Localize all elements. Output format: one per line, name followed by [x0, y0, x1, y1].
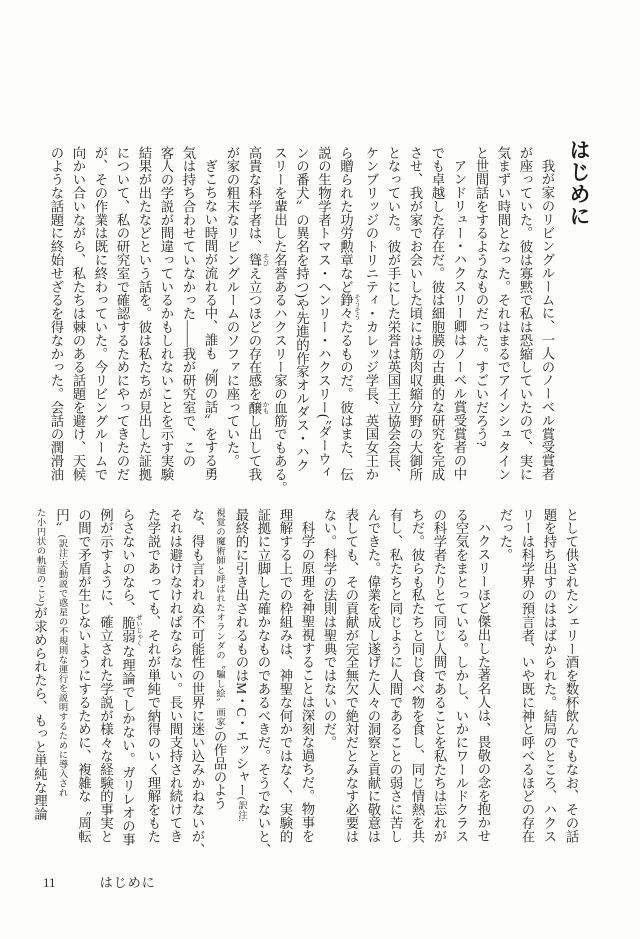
text-run: た学説であっても、それが単純で納得のいく理解をもた — [146, 508, 161, 843]
text-run: 円〟 — [54, 508, 70, 535]
text-line — [230, 508, 252, 864]
translator-note: (訳注:天動説で惑星の不規則な運行を説明するために導入され — [56, 534, 67, 798]
text-line — [117, 508, 143, 864]
text-run: それは避けなければならない。長い間支持され続けてき — [168, 508, 183, 843]
text-line — [252, 508, 274, 864]
text-run: な、得も言われぬ不可能性の世界に迷い込みかねないが、 — [190, 508, 205, 857]
text-line — [448, 146, 470, 502]
text-run: アンドリュー・ハクスリー卿はノーベル賞受賞者の中 — [452, 159, 467, 481]
text-run: として供されたシェリー酒を数杯飲んでもなお、その話 — [564, 508, 579, 843]
text-run: 客人の学説が間違っているかもしれないことを示す実験 — [159, 146, 174, 481]
text-line — [296, 508, 318, 864]
text-line — [45, 146, 67, 502]
text-line — [362, 508, 384, 864]
text-run: し出して我 — [247, 414, 262, 482]
text-run: 説の生物学者トマス・ヘンリー・ハクスリー(〝ダーウィ — [316, 146, 332, 479]
text-run: となっていた。彼が手にした栄誉は英国王立協会会長、 — [386, 146, 401, 481]
text-line — [95, 508, 117, 864]
page-footer — [43, 872, 156, 891]
text-line — [318, 508, 340, 864]
text-line — [89, 146, 111, 502]
text-run: 題を持ち出すのははばかられた。結局のところ、ハクス — [542, 508, 557, 843]
text-line — [335, 146, 361, 502]
ruby-annotated-word: 脆弱 ぜいじゃく — [120, 613, 142, 647]
text-run: 気まずい時間となった。それはまるでアインシュタイン — [496, 146, 511, 481]
text-run: が家の粗末なリビングルームのソファに座っていた。 — [225, 146, 240, 468]
text-line — [472, 508, 494, 864]
text-run: 証拠に立脚した確かなものであるべきだ。そうでないと、 — [256, 508, 271, 857]
chapter-heading: はじめに — [567, 139, 590, 227]
text-line — [221, 146, 243, 502]
text-line — [536, 146, 558, 502]
text-run: だった。 — [498, 508, 513, 562]
text-run: 向かい合いながら、私たちは棘のある話題を避け、天候 — [71, 146, 86, 481]
text-run: の間で矛盾が生じないようにするために、複雑な〝周転 — [76, 508, 92, 843]
text-line — [155, 146, 177, 502]
text-run: な理論でしかない。ガリレオの事 — [120, 644, 136, 846]
text-line — [516, 508, 538, 864]
text-line — [164, 508, 186, 864]
text-line — [404, 146, 426, 502]
text-line — [111, 146, 133, 502]
text-line — [199, 146, 221, 502]
text-run: 最終的に引き出されるものはM・C・エッシャー — [234, 508, 249, 797]
text-run: の科学者たりとて同じ人間であることを私たちは忘れが — [432, 508, 447, 843]
text-line — [426, 146, 448, 502]
text-line — [313, 146, 335, 502]
text-block-upper — [45, 146, 558, 502]
text-run: が、その作業は既に終わっていた。今リビングルームで — [93, 146, 108, 481]
text-line — [243, 146, 269, 502]
text-run: え立つほどの存在感を — [247, 266, 262, 401]
text-run: の作品のよう — [212, 729, 227, 811]
text-run: 我が家のリビングルームに、一人のノーベル賞受賞者 — [540, 159, 555, 481]
translator-note: た小円状の軌道のこと) — [34, 508, 45, 607]
text-run: たるものだ。彼はまた、伝 — [338, 320, 354, 482]
text-line — [67, 146, 89, 502]
text-line — [360, 146, 382, 502]
text-run: ケンブリッジのトリニティ・カレッジ学長、英国女王か — [364, 146, 379, 481]
text-line — [560, 508, 582, 864]
text-run: ら贈られた功労勲章など — [338, 146, 354, 294]
text-line — [514, 146, 536, 502]
running-title: はじめに — [99, 875, 156, 890]
text-line — [133, 146, 155, 502]
text-run: 科学の原理を神聖視することは深刻な過ちだ。物事を — [300, 521, 315, 843]
text-run: 例が示すように、確立された学説が様々な経験的事実と — [98, 508, 114, 843]
text-run: でも卓越した存在だ。彼は細胞膜の古典的な研究を完成 — [430, 146, 445, 481]
text-run: と世間話をするようなものだった。すごいだろう? — [474, 146, 489, 447]
text-run: が求められたら、もっと単純な理論 — [32, 606, 48, 821]
text-run: る空気をまとっている。しかし、いかにワールドクラス — [454, 508, 469, 843]
text-line — [274, 508, 296, 864]
text-line — [470, 146, 492, 502]
text-run: 結果が出たなどという話を。彼は私たちが見出した証拠 — [137, 146, 152, 481]
text-line — [340, 508, 362, 864]
text-line — [428, 508, 450, 864]
text-run: ない。科学の法則は聖典ではないのだ。 — [322, 508, 337, 750]
ruby-annotated-word: 醸 かも — [247, 400, 269, 415]
text-run: させ、我が家でお会いした頃には筋肉収縮分野の大御所 — [408, 146, 423, 481]
text-run: 表しても、その貢献が完全無欠で絶対だとみなす必要は — [344, 508, 359, 843]
text-line — [142, 508, 164, 864]
ruby-annotated-word: 錚々 そうそう — [338, 293, 360, 321]
translator-note: (訳注: — [236, 796, 246, 822]
text-run: 高貴な科学者は、 — [247, 146, 262, 254]
text-line — [384, 508, 406, 864]
text-line — [177, 146, 199, 502]
text-line — [29, 508, 51, 864]
text-run: んできた。偉業を成し遂げた人々の洞察と貢献に敬意は — [366, 508, 381, 843]
text-run: ぎこちない時間が流れる中、誰も〝例の話〟をする勇 — [203, 159, 218, 481]
page-number: 11 — [43, 875, 56, 890]
text-run: ハクスリーほど傑出した著名人は、畏敬の念を抱かせ — [476, 521, 491, 843]
text-run: ちだ。彼らも私たちと同じ食べ物を食し、同じ情熱を共 — [410, 508, 425, 843]
text-run: 理解する上での枠組みは、神聖な何かではなく、実験的 — [278, 508, 293, 843]
text-run: 有し、私たちと同じように人間であることの弱さに苦し — [388, 508, 403, 843]
text-run: について、私の研究室で確認するためにやってきたのだ — [115, 146, 130, 481]
text-line — [208, 508, 230, 864]
text-line — [186, 508, 208, 864]
text-line — [450, 508, 472, 864]
text-run: ンの番犬〟の異名を持つ)や先進的作家オルダス・ハク — [294, 146, 310, 473]
text-line — [492, 146, 514, 502]
ruby-annotated-word: 聳 そび — [247, 253, 269, 267]
text-line — [406, 508, 428, 864]
text-run: のような話題に終始せざるを得なかった。会話の潤滑油 — [49, 146, 64, 481]
text-line — [494, 508, 516, 864]
text-run: スリーを輩出した名誉あるハクスリー家の血筋でもある。 — [272, 146, 288, 495]
translator-note: 視覚の魔術師と呼ばれたオランダの〝騙し絵〟画家) — [214, 508, 224, 730]
text-run: が座っていた。彼は寡黙で私は恐縮していたので、実に — [518, 146, 533, 481]
text-line — [73, 508, 95, 864]
text-run: リーは科学界の預言者、いや既に神と呼べるほどの存在 — [520, 508, 535, 843]
text-line — [51, 508, 73, 864]
text-run: 気は持ち合わせていなかった――我が研究室で、この — [181, 146, 196, 468]
text-line — [269, 146, 291, 502]
text-line — [291, 146, 313, 502]
text-block-lower — [29, 508, 583, 864]
text-line — [538, 508, 560, 864]
text-run: らさないのなら、 — [120, 508, 136, 616]
text-line — [382, 146, 404, 502]
